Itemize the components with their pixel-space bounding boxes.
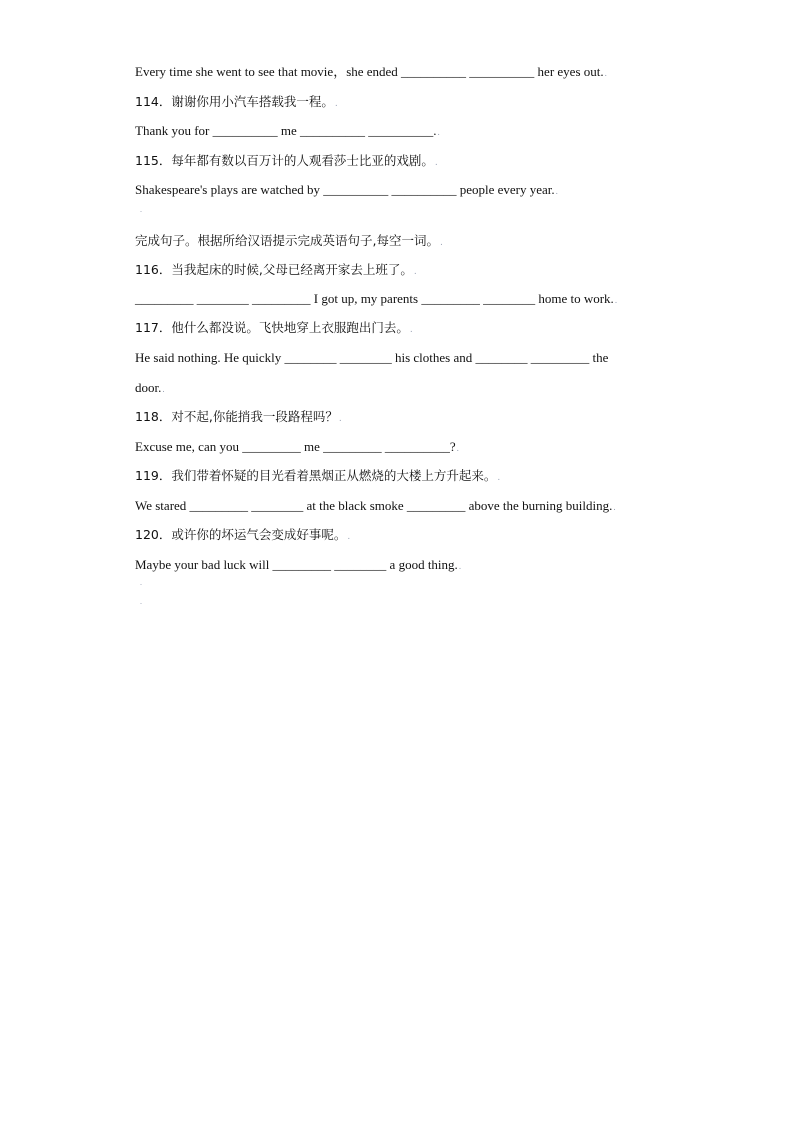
question-114-prompt: 114．谢谢你用小汽车搭载我一程。. [135, 94, 338, 109]
question-120-answer-line: Maybe your bad luck will _________ ________ a good thing.. [135, 557, 462, 572]
question-115-answer-line: Shakespeare's plays are watched by __________ __________ people every year.. [135, 182, 558, 197]
question-114-answer-line: Thank you for __________ me __________ __________.. [135, 123, 440, 138]
question-117-prompt: 117．他什么都没说。飞快地穿上衣服跑出门去。. [135, 320, 413, 335]
question-117-answer-line-continued: door.. [135, 380, 165, 395]
empty-paragraph-mark: . [140, 578, 142, 587]
question-115-prompt: 115．每年都有数以百万计的人观看莎士比亚的戏剧。. [135, 153, 438, 168]
question-118-answer-line: Excuse me, can you _________ me _________ __________?. [135, 439, 459, 454]
question-116-answer-line: _________ ________ _________ I got up, my parents _________ ________ home to work.. [135, 291, 618, 306]
exercise-line: Every time she went to see that movie，she ended __________ __________ her eyes out.. [135, 64, 607, 79]
question-119-prompt: 119．我们带着怀疑的目光看着黑烟正从燃烧的大楼上方升起来。. [135, 468, 501, 483]
section-instructions: 完成句子。根据所给汉语提示完成英语句子,每空一词。. [135, 233, 443, 248]
empty-paragraph-mark: . [140, 205, 142, 214]
question-118-prompt: 118．对不起,你能捎我一段路程吗？. [135, 409, 342, 424]
question-120-prompt: 120．或许你的坏运气会变成好事呢。. [135, 527, 351, 542]
question-119-answer-line: We stared _________ ________ at the black smoke _________ above the burning building.. [135, 498, 616, 513]
empty-paragraph-mark: . [140, 597, 142, 606]
question-116-prompt: 116．当我起床的时候,父母已经离开家去上班了。. [135, 262, 417, 277]
question-117-answer-line: He said nothing. He quickly ________ ________ his clothes and ________ _________ the [135, 350, 609, 365]
